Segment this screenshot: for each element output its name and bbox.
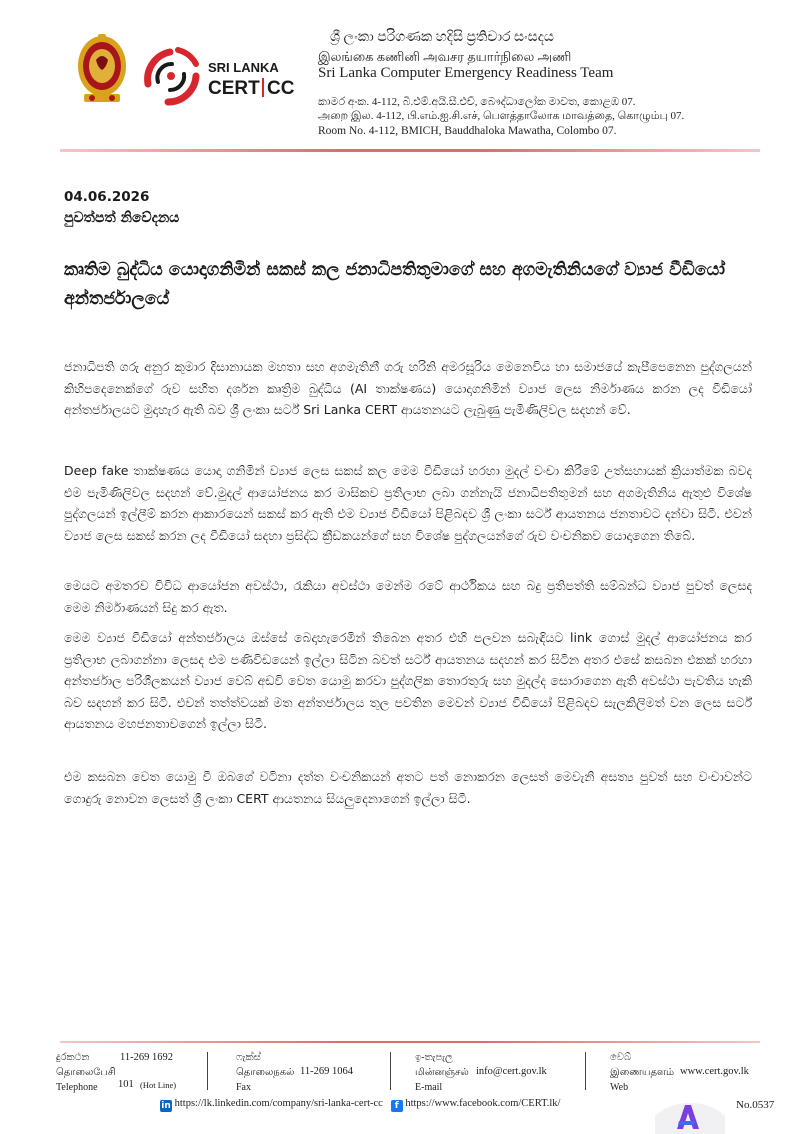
footer-email-block bbox=[415, 1050, 469, 1095]
document-number: No.0537 bbox=[736, 1099, 775, 1111]
address-english: Room No. 4-112, BMICH, Bauddhaloka Mawatha, Colombo 07. bbox=[318, 125, 617, 137]
logo-text-cert: CERT bbox=[208, 78, 260, 99]
fax-number: 11-269 1064 bbox=[300, 1066, 353, 1077]
phone-label-en: Telephone bbox=[56, 1082, 98, 1093]
body-paragraph: මෙයට අමතරව විවිධ ආයෝජන අවස්ථා, රැකියා අවස්ථා මෙන්ම රටේ ආර්ථිකය සහ බදු ප්‍රතිපත්ති සම්බන්ධ ව්‍යාජ පුවත් ලෙසද මෙම නිර්මාණයන් සිදු කර ඇත. bbox=[64, 578, 752, 615]
address-tamil: அறை இல. 4-112, பி.எம்.ஐ.சி.எச், பௌத்தாலோக மாவத்தை, கொழும்பு 07. bbox=[318, 110, 685, 122]
footer-separator bbox=[390, 1052, 391, 1090]
footer-separator bbox=[585, 1052, 586, 1090]
header-divider bbox=[60, 149, 760, 152]
fax-label-si: ෆැක්ස් bbox=[236, 1052, 261, 1063]
web-label-en: Web bbox=[610, 1082, 629, 1093]
org-name-tamil: இலங்கை கணினி அவசர தயார்நிலை அணி bbox=[318, 49, 572, 64]
social-links bbox=[160, 1098, 560, 1112]
footer-divider bbox=[60, 1041, 760, 1043]
footer-phone-block bbox=[56, 1050, 116, 1095]
hotline-number: 101 bbox=[118, 1079, 134, 1090]
web-link[interactable]: www.cert.gov.lk bbox=[680, 1066, 749, 1077]
press-release-headline: කෘතිම බුද්ධිය යොදාගනිමින් සකස් කල ජනාධිපතිතුමාගේ සහ අගමැතිනියගේ ව්‍යාජ වීඩියෝ අන්තර්ජාලයේ bbox=[64, 260, 725, 309]
logo-text-top: SRI LANKA bbox=[208, 60, 279, 75]
sri-lanka-emblem-icon bbox=[76, 30, 128, 108]
document-type: පුවත්පත් නිවේදනය bbox=[64, 210, 180, 226]
web-label-si: වෙබ් bbox=[610, 1052, 632, 1063]
hotline-label: (Hot Line) bbox=[140, 1080, 177, 1090]
address-sinhala: කාමර අංක. 4-112, බී.එම්.අයි.සී.එච්, බෞද්ධාලෝක මාවත, කොළඹ 07. bbox=[318, 96, 636, 108]
facebook-icon: f bbox=[391, 1100, 403, 1112]
org-name-sinhala: ශ්‍රී ලංකා පරිගණක හදිසි ප්‍රතිචාර සංසදය bbox=[330, 30, 554, 45]
email-link[interactable]: info@cert.gov.lk bbox=[476, 1066, 547, 1077]
fax-label-ta: தொலைநகல் bbox=[236, 1067, 295, 1078]
email-label-ta: மின்னஞ்சல் bbox=[415, 1067, 469, 1078]
sparkle-watermark-icon bbox=[655, 1085, 725, 1134]
linkedin-icon: in bbox=[161, 1101, 171, 1111]
body-paragraph: ජනාධිපති ගරු අනුර කුමාර දිසානායක මහතා සහ අගමැතිනී ගරු හරිනි අමරසූරිය මෙනෙවිය හා සමාජයේ කැපීපෙනෙන පුද්ගලයන් කිහිපදෙනෙක්ගේ රුව සහිත දර්ශන කෘත්‍රිම බුද්ධිය (AI තාක්ෂණය) යොදාගනිමින් ව්‍යාජ ලෙස නිර්මාණය කරන ලද වීඩියෝ අන්තර්ජාලයට මුදාහැර ඇති බව ශ්‍රී ලංකා සර්ට් Sri Lanka CERT ආයතනයට ලැබුණු පැමිණිලිවල සදහන් වේ. bbox=[64, 359, 752, 418]
email-label-en: E-mail bbox=[415, 1082, 443, 1093]
footer-fax-block bbox=[236, 1050, 294, 1095]
footer-separator bbox=[207, 1052, 208, 1090]
body-paragraph: එම කසබන වෙත යොමු වී ඔබගේ වටිනා දත්ත වංචනිකයන් අතට පත් නොකරන ලෙසත් මෙවැනි අසත්‍ය පුවත් සහ වංචාවන්ට ගොදුරු නොවන ලෙසත් ශ්‍රී ලංකා CERT ආයතනය සියලුදෙනාගෙන් ඉල්ලා සිටී. bbox=[64, 769, 752, 806]
phone-label-ta: தொலைபேசி bbox=[56, 1067, 116, 1078]
org-name-english: Sri Lanka Computer Emergency Readiness Team bbox=[318, 65, 614, 81]
body-paragraph: මෙම ව්‍යාජ වීඩියෝ අන්තර්ජාලය ඔස්සේ බෙදාහැරෙමින් තිබෙන අතර එහි පලවන සබැඳියට link ගොස් මුදල් ආයෝජනය කර ප්‍රතිලාභ ලබාගන්නා ලෙසද එම පණිවිඩයෙන් ඉල්ලා සිටින බවත් සර්ට් ආයතනය සදහන් කර සිටින අතර එසේ කසබන එකක් හරහා අන්තර්ජාල පරිශීලකයන් ව්‍යාජ වෙබ් අඩවි වෙත යොමු කරවා පුද්ගලික තොරතුරු සහ මුදල්ද සොරාගෙන ඇති අවස්ථා පැවතිය හැකි බව සදහන් කර සිටී. එවන් තත්ත්වයක් මත අන්තර්ජාලය තුල පවතින මෙවන් ව්‍යාජ වීඩියෝ පිළිබදව සැලකිලිමත් වන ලෙස සර්ට් ආයතනය මහජනතාවගෙන් ඉල්ලා සිටී. bbox=[64, 630, 752, 732]
phone-label-si: දුරකථන bbox=[56, 1052, 90, 1063]
logo-text-cc: CC bbox=[267, 78, 295, 99]
body-paragraph: Deep fake තාක්ෂණය යොදා ගනිමින් ව්‍යාජ ලෙස සකස් කල මෙම වීඩියෝ හරහා මුදල් වංචා කිරීමේ උත්සහායක් ක්‍රියාත්මක බවද එම පැමිණිලිවල සදහන් වේ.මුදල් ආයෝජනය කර මාසිකව ප්‍රතිලාභ ලබා ගන්නැයි ජනාධිපතිතුමන් සහ අගමැතිනිය ඇතුළු විශේෂ පුද්ගලයන් ඉල්ලීම් කරන ආකාරයෙන් සකස් කර ඇති එම ව්‍යාජ වීඩියෝ පිළිබදව ශ්‍රී ලංකා සර්ට් ආයතනය ජනතාවට දන්වා සිටී. එවන් ව්‍යාජ ලෙස සකස් කරන ලද වීඩියෝ සදහා ප්‍රසිද්ධ ක්‍රීඩකයන්ගේ සහ විශේෂ පුද්ගලයන්ගේ රුව වංචනිකව යොදාගෙන තිබේ. bbox=[64, 463, 752, 543]
fax-label-en: Fax bbox=[236, 1082, 251, 1093]
linkedin-link[interactable]: https://lk.linkedin.com/company/sri-lanka-cert-cc bbox=[174, 1098, 383, 1109]
sri-lanka-cert-logo bbox=[140, 42, 310, 108]
email-label-si: ඉ-තැපැල bbox=[415, 1052, 453, 1063]
web-label-ta: இணையதளம் bbox=[610, 1067, 675, 1078]
facebook-link[interactable]: https://www.facebook.com/CERT.lk/ bbox=[405, 1098, 561, 1109]
phone-number: 11-269 1692 bbox=[120, 1052, 173, 1063]
document-date: 04.06.2026 bbox=[64, 189, 150, 205]
